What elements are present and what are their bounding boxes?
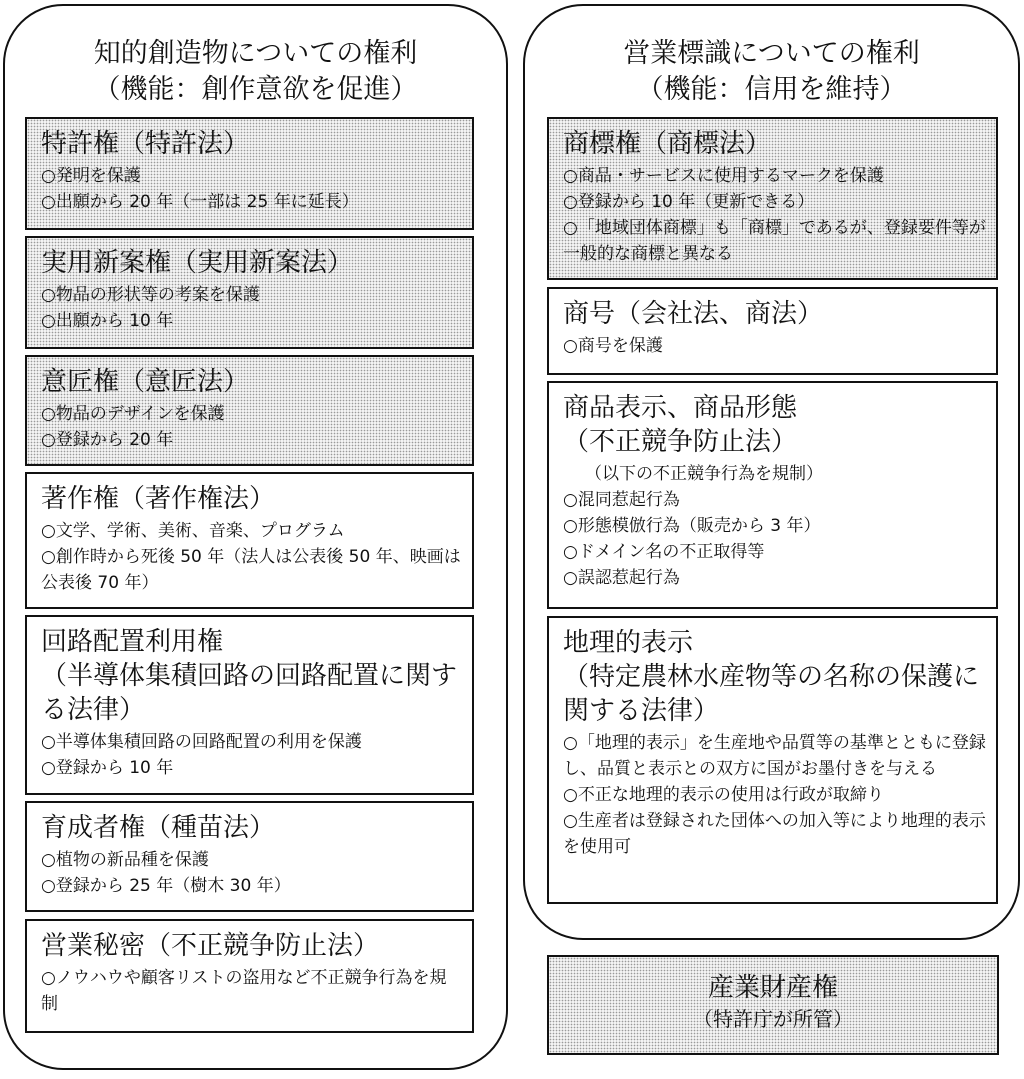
panel-title-line2: （機能：信用を維持） (636, 74, 907, 105)
trademark-right-box (547, 117, 998, 280)
box-line: ○登録から 10 年（更新できる） (563, 192, 815, 212)
box-title: 育成者権（種苗法） (41, 813, 276, 843)
box-line: ○生産者は登録された団体への加入等により地理的表示を使用可 (563, 811, 986, 857)
legend-title: 産業財産権 (707, 973, 838, 1003)
box-line: ○誤認惹起行為 (563, 568, 680, 588)
box-line: ○「地理的表示」を生産地や品質等の基準とともに登録し、品質と表示との双方に国がお墨付きを与える (563, 733, 986, 779)
industrial-property-legend (547, 955, 999, 1055)
breeders-right-box (25, 801, 474, 912)
box-line: ○出願から 20 年（一部は 25 年に延長） (41, 192, 359, 212)
geographical-indication-box (547, 616, 998, 904)
panel-title-line1: 営業標識についての権利 (623, 38, 920, 69)
box-line: ○登録から 25 年（樹木 30 年） (41, 876, 291, 896)
box-line: ○不正な地理的表示の使用は行政が取締り (563, 785, 884, 805)
box-line: ○登録から 10 年 (41, 758, 174, 778)
circuit-layout-right-box (25, 615, 474, 795)
box-line: ○物品の形状等の考案を保護 (41, 285, 260, 305)
box-line: ○混同惹起行為 (563, 490, 680, 510)
box-line: ○出願から 10 年 (41, 311, 174, 331)
box-title: 商標権（商標法） (563, 129, 772, 159)
panel-title-line2: （機能：創作意欲を促進） (93, 74, 418, 105)
box-line: ○形態模倣行為（販売から 3 年） (563, 516, 821, 536)
utility-model-right-box (25, 236, 474, 349)
product-display-box (547, 381, 998, 609)
trade-name-box (547, 287, 998, 375)
legend-subtitle: （特許庁が所管） (693, 1007, 853, 1031)
box-title: 意匠権（意匠法） (41, 367, 250, 397)
box-line: ○文学、学術、美術、音楽、プログラム (41, 521, 345, 541)
box-title: 回路配置利用権 （半導体集積回路の回路配置に関する法律） (41, 627, 458, 725)
box-subtitle: （以下の不正競争行為を規制） (585, 464, 823, 484)
box-title: 著作権（著作権法） (41, 484, 276, 514)
box-line: ○物品のデザインを保護 (41, 404, 225, 424)
design-right-box (25, 355, 474, 466)
box-title: 商品表示、商品形態 （不正競争防止法） (563, 393, 798, 457)
box-line: ○創作時から死後 50 年（法人は公表後 50 年、映画は公表後 70 年） (41, 547, 461, 593)
panel-title-line1: 知的創造物についての権利 (93, 38, 418, 69)
box-line: ○発明を保護 (41, 166, 141, 186)
trade-secret-box (25, 919, 474, 1033)
box-line: ○ノウハウや顧客リストの盗用など不正競争行為を規制 (41, 968, 447, 1014)
box-line: ○登録から 20 年 (41, 430, 174, 450)
box-title: 特許権（特許法） (41, 129, 250, 159)
box-line: ○商品・サービスに使用するマークを保護 (563, 166, 884, 186)
box-title: 商号（会社法、商法） (563, 299, 824, 329)
copyright-box (25, 472, 474, 609)
box-line: ○「地域団体商標」も「商標」であるが、登録要件等が一般的な商標と異なる (563, 218, 986, 264)
box-line: ○植物の新品種を保護 (41, 850, 209, 870)
box-line: ○ドメイン名の不正取得等 (563, 542, 765, 562)
box-title: 営業秘密（不正競争防止法） (41, 931, 380, 961)
box-title: 実用新案権（実用新案法） (41, 248, 354, 278)
box-line: ○半導体集積回路の回路配置の利用を保護 (41, 732, 362, 752)
box-title: 地理的表示 （特定農林水産物等の名称の保護に関する法律） (563, 628, 980, 726)
patent-right-box (25, 117, 474, 230)
box-line: ○商号を保護 (563, 336, 663, 356)
